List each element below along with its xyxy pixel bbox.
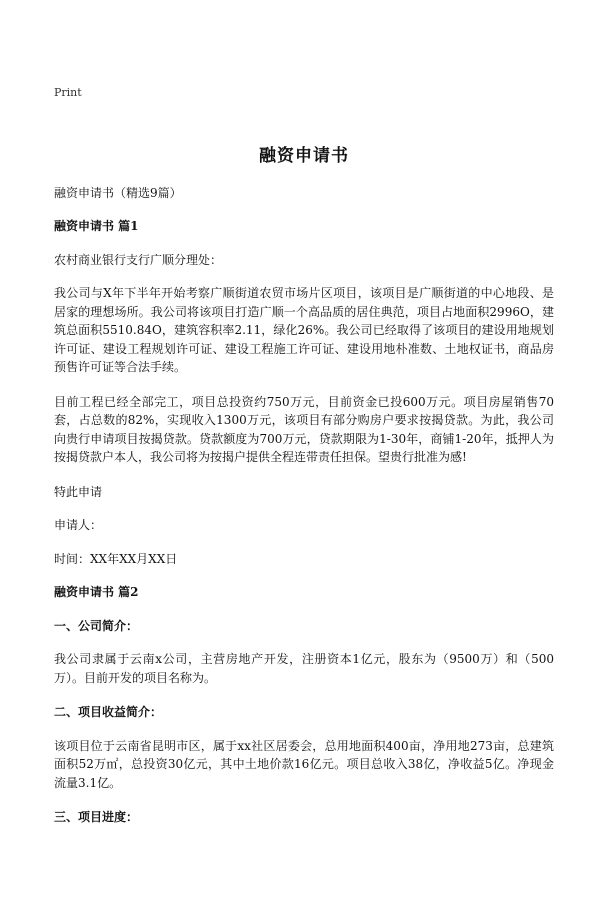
part-1-text: 我公司隶属于云南x公司，主营房地产开发，注册资本1亿元，股东为（9500万）和（500万）。目前开发的项目名称为。 [54, 652, 554, 685]
part-3-heading: 三、项目进度： [54, 810, 139, 824]
document-title: 融资申请书 [259, 145, 349, 166]
print-label[interactable]: Print [54, 86, 82, 99]
applicant-label: 申请人： [54, 518, 103, 532]
document-subtitle: 融资申请书（精选9篇） [54, 185, 182, 200]
section-2-heading: 融资申请书 篇2 [54, 585, 139, 599]
salutation: 农村商业银行支行广顺分理处： [54, 252, 223, 267]
section-1-paragraph-1: 我公司与X年下半年开始考察广顺街道农贸市场片区项目，该项目是广顺街道的中心地段、是居家的理想场所。我公司将该项目打造广顺一个高品质的居住典范，项目占地面积2996O，建筑总面积5510.84O，建筑容积率2.11，绿化26%。我公司已经取得了该项目的建设用地规划许可证、建设工程规划许可证、建设工程施工许可证、建设用地朴准数、土地权证书，商品房预售许可证等合法手续。 [54, 286, 554, 374]
date-line: 时间：XX年XX月XX日 [54, 551, 178, 566]
part-1-heading: 一、公司简介： [54, 618, 139, 633]
part-2-text: 该项目位于云南省昆明市区，属于xx社区居委会，总用地面积400亩，净用地273亩，总建筑面积52万㎡，总投资30亿元，其中土地价款16亿元。项目总收入38亿，净收益5亿。净现金流量3.1亿。 [54, 738, 554, 790]
section-1-heading: 融资申请书 篇1 [54, 219, 139, 233]
closing-text: 特此申请 [54, 484, 103, 499]
part-2-heading: 二、项目收益简介： [54, 705, 163, 719]
document-page [54, 84, 554, 842]
section-1-paragraph-2: 目前工程已经全部完工，项目总投资约750万元，目前资金已投600万元。项目房屋销售70套，占总数的82%，实现收入1300万元，该项目有部分购房户要求按揭贷款。为此，我公司向贵行申请项目按揭贷款。贷款额度为700万元，贷款期限为1-30年，商铺1-20年，抵押人为按揭贷款户本人，我公司将为按揭户提供全程连带责任担保。望贵行批准为感! [54, 394, 554, 464]
